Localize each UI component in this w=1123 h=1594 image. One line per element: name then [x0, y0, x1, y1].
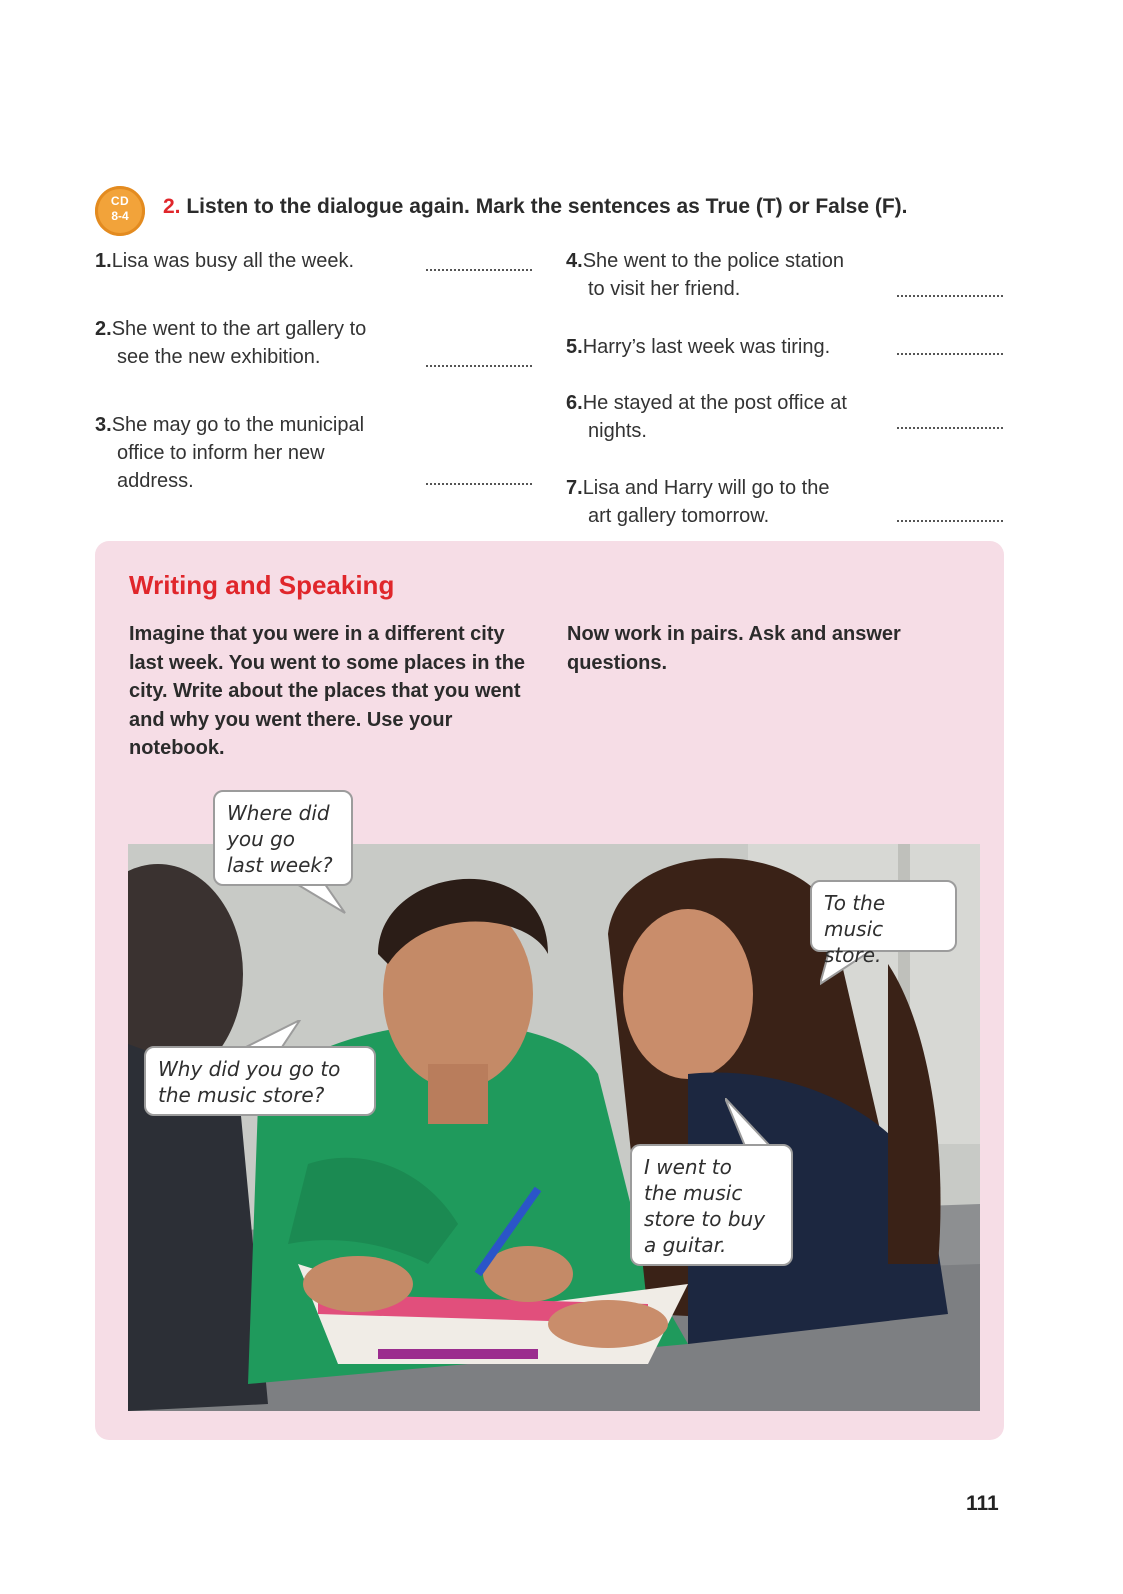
bubble-line: last week? [227, 853, 333, 877]
bubble-line: music store. [824, 917, 884, 967]
item-text-line2: nights. [588, 420, 647, 442]
speech-bubble-to-the [810, 880, 957, 967]
bubble-line: Where did [227, 801, 330, 825]
writing-instruction: Imagine that you were in a different city last week. You went to some places in the city. Write about the places that you went and why you went there. Use your notebook. [129, 623, 526, 759]
cd-track-number: 8-4 [111, 209, 129, 223]
item-number: 1. [95, 250, 112, 272]
item-text-line2: to visit her friend. [588, 278, 741, 300]
bubble-tail [725, 1098, 775, 1148]
cd-track-icon [95, 186, 145, 236]
item-number: 2. [95, 318, 112, 340]
item-text: Lisa and Harry will go to the [582, 477, 830, 499]
tf-item-2 [95, 315, 366, 371]
cd-badge-label: CD [110, 194, 130, 208]
bubble-line: the music [644, 1181, 743, 1205]
exercise-number: 2. [163, 195, 181, 218]
item-text: She went to the art gallery to [111, 318, 367, 340]
item-text-line2: art gallery tomorrow. [588, 505, 770, 527]
page-number: 111 [966, 1492, 999, 1515]
bubble-line: To the [824, 891, 886, 915]
tf-item-6 [566, 389, 847, 445]
bubble-line: the music store? [158, 1083, 325, 1107]
item-number: 5. [566, 336, 583, 358]
item-number: 4. [566, 250, 583, 272]
answer-blank-1[interactable] [426, 269, 532, 271]
item-text-line2: office to inform her new [117, 442, 325, 464]
bubble-line: Why did you go to [158, 1057, 341, 1081]
answer-blank-4[interactable] [897, 295, 1003, 297]
tf-item-4 [566, 247, 844, 303]
answer-blank-5[interactable] [897, 353, 1003, 355]
item-text: Lisa was busy all the week. [111, 250, 355, 272]
speech-bubble-where [213, 790, 353, 886]
item-number: 3. [95, 414, 112, 436]
tf-item-3 [95, 411, 364, 495]
item-number: 7. [566, 477, 583, 499]
item-text-line3: address. [117, 470, 194, 492]
bubble-line: I went to [644, 1155, 732, 1179]
answer-blank-2[interactable] [426, 365, 532, 367]
speech-bubble-why [144, 1046, 376, 1116]
answer-blank-6[interactable] [897, 427, 1003, 429]
tf-item-7 [566, 474, 829, 530]
item-number: 6. [566, 392, 583, 414]
bubble-line: a guitar. [644, 1233, 727, 1257]
item-text-line2: see the new exhibition. [117, 346, 321, 368]
item-text: She may go to the municipal [111, 414, 365, 436]
speech-bubble-went [630, 1144, 793, 1266]
tf-item-5 [566, 333, 830, 361]
section-title: Writing and Speaking [129, 570, 395, 600]
item-text: She went to the police station [582, 250, 844, 272]
bubble-line: you go [227, 827, 296, 851]
bubble-line: store to buy [644, 1207, 766, 1231]
answer-blank-7[interactable] [897, 520, 1003, 522]
item-text: He stayed at the post office at [582, 392, 847, 414]
speaking-instruction: Now work in pairs. Ask and answer questions. [567, 623, 901, 674]
exercise-instruction-text: Listen to the dialogue again. Mark the sentences as True (T) or False (F). [186, 195, 908, 218]
exercise-instruction [163, 195, 908, 219]
tf-item-1 [95, 247, 354, 275]
item-text: Harry’s last week was tiring. [582, 336, 831, 358]
answer-blank-3[interactable] [426, 483, 532, 485]
